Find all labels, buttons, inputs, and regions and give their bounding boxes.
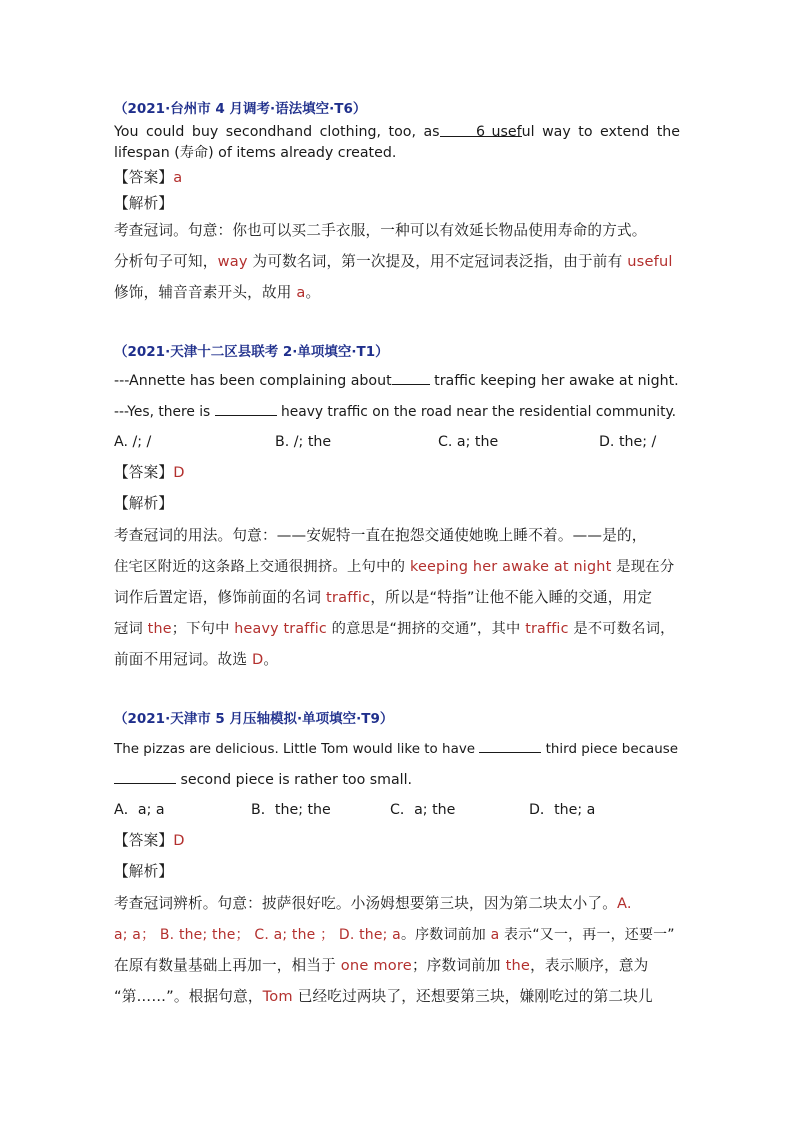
q3-ex3-text3: ，表示顺序，意为 xyxy=(530,957,649,974)
q2-stem-line1 xyxy=(114,370,680,391)
q2-answer-label: 【答案】 xyxy=(114,464,174,481)
q2-blank-2 xyxy=(215,401,277,416)
q3-option-d: D．the; a xyxy=(529,802,596,818)
q2-ex4-text3: 的意思是“拥挤的交通”，其中 xyxy=(326,621,526,637)
q3-ex2-text2: 表示“又一，再一，还要一” xyxy=(499,927,675,943)
q1-ex2-term-way: way xyxy=(217,253,248,270)
q2-stem-text-b: traffic keeping her awake at night. xyxy=(429,373,679,389)
q3-ex2-opt-b: B. the; the； xyxy=(159,927,250,943)
q3-ex3-term-the: the xyxy=(505,957,531,974)
q2-blank-1 xyxy=(392,370,430,385)
q1-ex3-end: 。 xyxy=(305,284,321,301)
q2-ex4-term-the: the xyxy=(147,621,172,637)
q3-blank-1 xyxy=(479,738,541,753)
q2-explanation-line2 xyxy=(114,557,680,577)
q1-stem-line1 xyxy=(114,122,680,142)
q2-option-a: A. /; / xyxy=(114,434,152,450)
q2-option-c: C. a; the xyxy=(438,434,499,450)
q3-ex4-text2: 已经吃过两块了，还想要第三块，嫌刚吃过的第二块儿 xyxy=(292,988,653,1005)
q2-ex2-text: 住宅区附近的这条路上交通很拥挤。上句中的 xyxy=(114,559,410,575)
q2-stem2-text-a: ---Yes, there is xyxy=(114,404,215,420)
q2-ex3-text2: ，所以是“特指”让他不能入睡的交通，用定 xyxy=(370,589,653,606)
q1-ex2-term-useful: useful xyxy=(627,253,673,270)
q2-ex4-term-traffic: traffic xyxy=(525,621,569,637)
q1-answer-label: 【答案】 xyxy=(114,169,174,186)
q2-explanation-line1: 考查冠词的用法。句意：——安妮特一直在抱怨交通使她晚上睡不着。——是的， xyxy=(114,527,647,544)
q1-answer-value: a xyxy=(173,169,183,186)
q3-answer xyxy=(114,831,680,851)
q2-ex5-text: 前面不用冠词。故选 xyxy=(114,651,252,668)
q1-stem-text-b: useful way to extend the xyxy=(491,124,680,140)
q2-answer xyxy=(114,463,680,483)
q3-stem2-text: second piece is rather too small. xyxy=(176,772,413,788)
q3-ex3-term-one-more: one more xyxy=(340,957,412,974)
q1-explanation-line3 xyxy=(114,283,680,303)
q2-ex5-end: 。 xyxy=(263,651,279,668)
q3-answer-label: 【答案】 xyxy=(114,832,174,849)
q3-ex3-text: 在原有数量基础上再加一，相当于 xyxy=(114,957,341,974)
q3-ex2-opt-c: C. a; the ； xyxy=(254,927,335,943)
q3-stem-text-a: The pizzas are delicious. Little Tom would like to have xyxy=(114,742,480,757)
q3-stem-line1 xyxy=(114,738,680,760)
q3-option-c: C．a; the xyxy=(390,802,456,818)
q3-source: （2021·天津市 5 月压轴模拟·单项填空·T9） xyxy=(114,711,394,727)
q3-ex2-opt-d: D. the; a xyxy=(338,927,401,943)
q2-ex4-term-heavy: heavy traffic xyxy=(234,621,327,637)
q1-ex2-text2: 为可数名词，第一次提及，用不定冠词表泛指，由于前有 xyxy=(247,253,628,270)
q3-ex1-term: A. xyxy=(617,895,632,912)
q3-ex1-text: 考查冠词辨析。句意：披萨很好吃。小汤姆想要第三块，因为第二块太小了。 xyxy=(114,895,617,912)
q2-ex4-text2: ；下句中 xyxy=(171,621,235,637)
q1-answer xyxy=(114,168,680,188)
q1-ex2-text: 分析句子可知， xyxy=(114,253,218,270)
q3-ex3-text2: ；序数词前加 xyxy=(411,957,506,974)
q1-analysis-label: 【解析】 xyxy=(114,195,174,212)
q2-explanation-line5 xyxy=(114,650,680,670)
q1-source: （2021·台州市 4 月调考·语法填空·T6） xyxy=(114,101,367,117)
q1-ex3-text: 修饰，辅音音素开头，故用 xyxy=(114,284,297,301)
q3-ex4-term-tom: Tom xyxy=(262,988,293,1005)
q2-stem-line2 xyxy=(114,401,680,422)
q2-ex4-text: 冠词 xyxy=(114,621,148,637)
q2-option-d: D. the; / xyxy=(599,434,657,450)
q2-ex5-term: D xyxy=(251,651,264,668)
q2-analysis-label: 【解析】 xyxy=(114,495,174,512)
q3-answer-value: D xyxy=(173,832,185,849)
q3-stem-line2 xyxy=(114,769,680,790)
q3-analysis-label: 【解析】 xyxy=(114,863,174,880)
q2-ex2-term: keeping her awake at night xyxy=(409,559,612,575)
q2-ex3-term: traffic xyxy=(325,589,371,606)
q2-explanation-line3 xyxy=(114,588,680,608)
q3-ex2-text: 。序数词前加 xyxy=(400,927,491,943)
q2-answer-value: D xyxy=(173,464,185,481)
q3-blank-2 xyxy=(114,769,176,784)
q2-option-b: B. /; the xyxy=(275,434,332,450)
q2-ex2-text2: 是现在分 xyxy=(611,559,675,575)
q1-explanation-line1: 考查冠词。句意：你也可以买二手衣服，一种可以有效延长物品使用寿命的方式。 xyxy=(114,222,647,239)
q3-ex4-text: “第……”。根据句意， xyxy=(114,988,263,1005)
q3-stem-text-b: third piece because xyxy=(541,742,679,757)
q3-option-a: A．a; a xyxy=(114,802,165,818)
q3-ex2-term-a: a xyxy=(490,927,500,943)
q3-option-b: B．the; the xyxy=(251,802,331,818)
q2-ex3-text: 词作后置定语，修饰前面的名词 xyxy=(114,589,326,606)
q3-explanation-line4 xyxy=(114,987,680,1007)
q3-explanation-line1 xyxy=(114,894,680,914)
q1-explanation-line2 xyxy=(114,252,680,272)
q1-blank-number: 6 xyxy=(476,124,486,140)
q2-source: （2021·天津十二区县联考 2·单项填空·T1） xyxy=(114,344,389,360)
q1-ex3-term-a: a xyxy=(296,284,306,301)
q2-explanation-line4 xyxy=(114,619,680,639)
q3-ex2-opt-a: a; a； xyxy=(114,927,156,943)
q2-stem2-text-b: heavy traffic on the road near the residential community. xyxy=(276,404,677,420)
q1-stem-text-a: You could buy secondhand clothing, too, as xyxy=(114,124,440,140)
q2-ex4-text4: 是不可数名词， xyxy=(568,621,675,637)
q3-explanation-line3 xyxy=(114,956,680,976)
q1-stem-line2: lifespan (寿命) of items already created. xyxy=(114,145,397,161)
q3-explanation-line2 xyxy=(114,925,680,945)
q2-stem-text-a: ---Annette has been complaining about xyxy=(114,373,392,389)
